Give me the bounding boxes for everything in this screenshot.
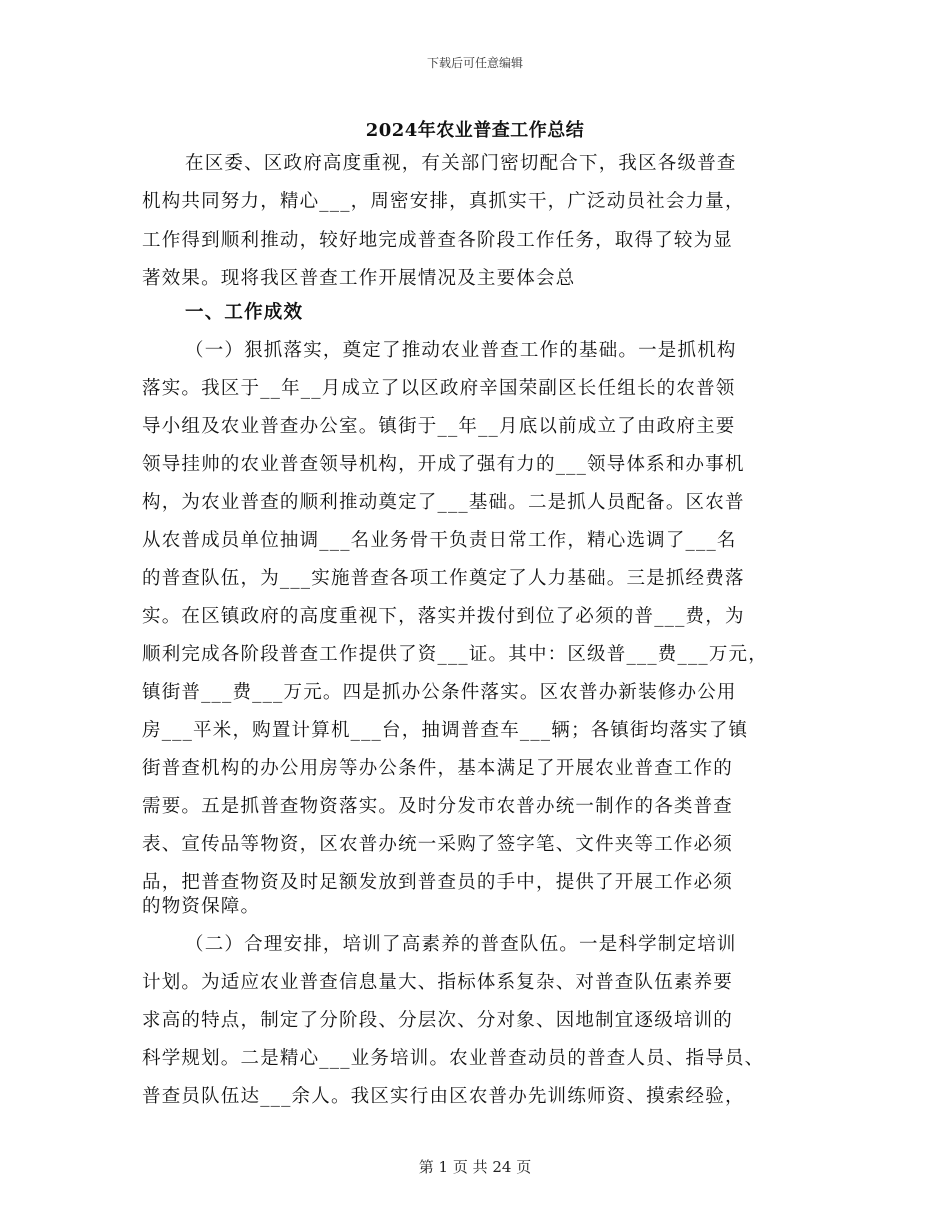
paragraph-line: 计划。为适应农业普查信息量大、指标体系复杂、对普查队伍素养要: [142, 972, 734, 993]
paragraph-line: 实。在区镇政府的高度重视下，落实并拨付到位了必须的普___费，为: [142, 606, 745, 627]
paragraph-line: 需要。五是抓普查物资落实。及时分发市农普办统一制作的各类普查: [142, 796, 734, 817]
paragraph-line: 导小组及农业普查办公室。镇街于__年__月底以前成立了由政府主要: [142, 416, 736, 437]
paragraph-line: 从农普成员单位抽调___名业务骨干负责日常工作，精心选调了___名: [142, 530, 737, 551]
paragraph-line: 的物资保障。: [142, 896, 261, 917]
intro-line: 工作得到顺利推动，较好地完成普查各阶段工作任务，取得了较为显: [142, 230, 734, 251]
paragraph-line: 房___平米，购置计算机___台，抽调普查车___辆；各镇街均落实了镇: [142, 720, 749, 741]
document-title: 2024年农业普查工作总结: [365, 120, 585, 141]
paragraph-line: 构，为农业普查的顺利推动奠定了___基础。二是抓人员配备。区农普: [142, 492, 745, 513]
paragraph-line: 顺利完成各阶段普查工作提供了资___证。其中：区级普___费___万元，: [142, 644, 768, 665]
paragraph-line: 品，把普查物资及时足额发放到普查员的手中，提供了开展工作必须: [142, 872, 734, 893]
intro-line: 在区委、区政府高度重视，有关部门密切配合下，我区各级普查: [185, 153, 737, 174]
page-number-footer: 第 1 页 共 24 页: [418, 1158, 532, 1176]
section-heading: 一、工作成效: [185, 302, 304, 323]
intro-line: 机构共同努力，精心___，周密安排，真抓实干，广泛动员社会力量，: [142, 191, 745, 212]
paragraph-line: 镇街普___费___万元。四是抓办公条件落实。区农普办新装修办公用: [142, 682, 737, 703]
page-header-note: 下载后可任意编辑: [426, 56, 523, 70]
paragraph-line: 的普查队伍，为___实施普查各项工作奠定了人力基础。三是抓经费落: [142, 568, 745, 589]
paragraph-line: 落实。我区于__年__月成立了以区政府辛国荣副区长任组长的农普领: [142, 378, 736, 399]
intro-line: 著效果。现将我区普查工作开展情况及主要体会总: [142, 268, 576, 289]
paragraph-line: （二）合理安排，培训了高素养的普查队伍。一是科学制定培训: [185, 934, 737, 955]
paragraph-line: 科学规划。二是精心___业务培训。农业普查动员的普查人员、指导员、: [142, 1048, 765, 1069]
paragraph-line: （一）狠抓落实，奠定了推动农业普查工作的基础。一是抓机构: [185, 340, 737, 361]
paragraph-line: 求高的特点，制定了分阶段、分层次、分对象、因地制宜逐级培训的: [142, 1010, 734, 1031]
paragraph-line: 表、宣传品等物资，区农普办统一采购了签字笔、文件夹等工作必须: [142, 834, 734, 855]
paragraph-line: 领导挂帅的农业普查领导机构，开成了强有力的___领导体系和办事机: [142, 454, 745, 475]
paragraph-line: 街普查机构的办公用房等办公条件，基本满足了开展农业普查工作的: [142, 758, 734, 779]
paragraph-line: 普查员队伍达___余人。我区实行由区农普办先训练师资、摸索经验，: [142, 1086, 745, 1107]
